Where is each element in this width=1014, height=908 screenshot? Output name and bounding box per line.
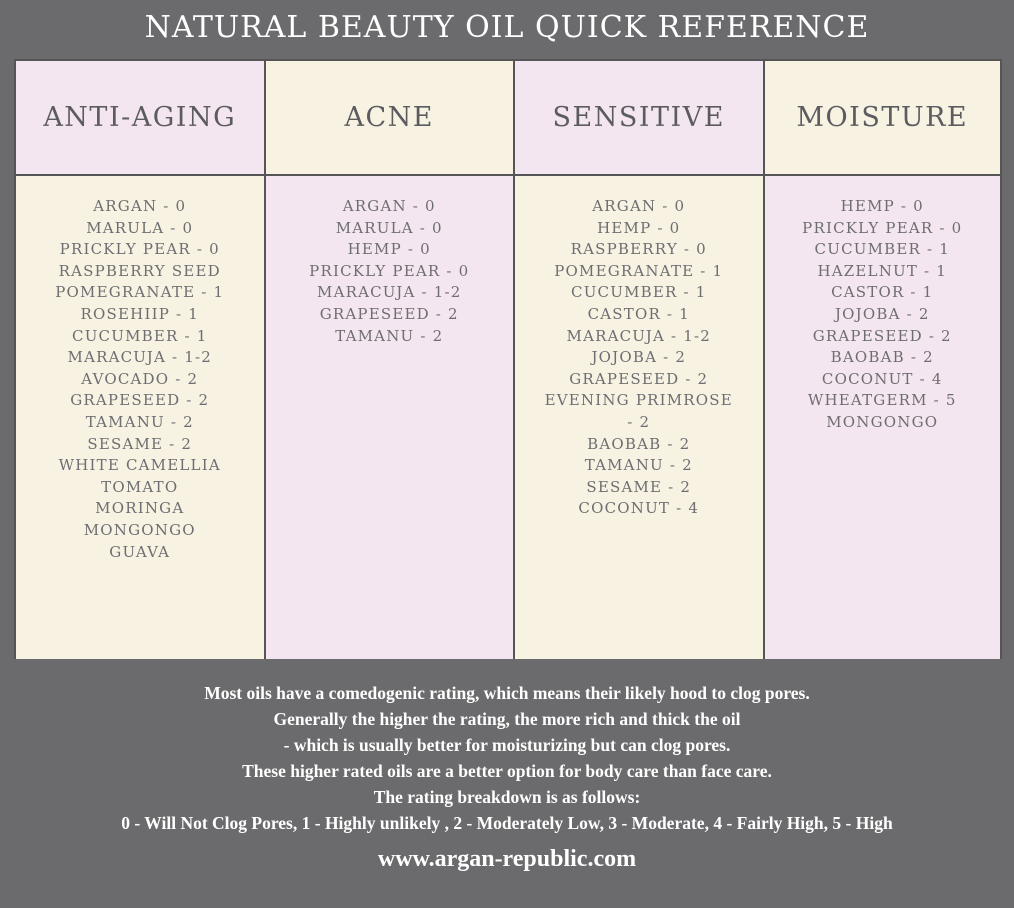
oil-item: POMEGRANATE - 1	[554, 261, 724, 280]
oil-item: ROSEHIIP - 1	[80, 304, 199, 323]
oil-item: PRICKLY PEAR - 0	[309, 261, 470, 280]
oil-item: CASTOR - 1	[831, 283, 934, 302]
oil-item: CUCUMBER - 1	[72, 326, 208, 345]
oil-item: HEMP - 0	[597, 218, 681, 237]
oil-item: TAMANU - 2	[85, 412, 194, 431]
footer-line: Generally the higher the rating, the more rich and thick the oil	[273, 709, 741, 729]
oil-item: GRAPESEED - 2	[812, 326, 952, 345]
column-anti-aging	[16, 61, 266, 659]
oil-item: ARGAN - 0	[592, 197, 686, 215]
footer	[0, 680, 1014, 873]
oil-item: POMEGRANATE - 1	[55, 283, 225, 302]
oil-item: ARGAN - 0	[342, 197, 436, 215]
oil-item: MONGONGO	[83, 520, 196, 539]
oil-item: WHITE CAMELLIA	[58, 456, 221, 475]
oil-table	[14, 59, 1002, 659]
column-heading: ANTI-AGING	[16, 61, 264, 176]
oil-list	[266, 176, 514, 659]
oil-item: GRAPESEED - 2	[569, 369, 709, 388]
oil-list	[16, 176, 264, 659]
oil-item: HEMP - 0	[347, 240, 431, 259]
column-acne	[266, 61, 516, 659]
column-heading: SENSITIVE	[515, 61, 763, 176]
oil-list	[765, 176, 1001, 659]
oil-item: MONGONGO	[826, 412, 939, 431]
oil-item: PRICKLY PEAR - 0	[59, 240, 220, 259]
oil-item: TAMANU - 2	[335, 326, 444, 345]
footer-line: Most oils have a comedogenic rating, which means their likely hood to clog pores.	[204, 683, 810, 703]
oil-item: TOMATO	[101, 477, 179, 496]
website-url: www.argan-republic.com	[377, 846, 637, 872]
oil-item: GUAVA	[109, 542, 171, 561]
footer-line: These higher rated oils are a better option for body care than face care.	[242, 761, 772, 781]
column-heading: ACNE	[266, 61, 514, 176]
oil-item: MORINGA	[95, 499, 185, 518]
column-sensitive	[515, 61, 765, 659]
rating-scale: 0 - Will Not Clog Pores, 1 - Highly unlikely , 2 - Moderately Low, 3 - Moderate, 4 - Fairly High, 5 - High	[121, 813, 893, 833]
footer-line: The rating breakdown is as follows:	[373, 787, 641, 807]
oil-item: HAZELNUT - 1	[817, 261, 948, 280]
oil-item: HEMP - 0	[840, 197, 924, 215]
oil-item: CASTOR - 1	[587, 304, 690, 323]
oil-item: ARGAN - 0	[93, 197, 187, 215]
oil-item: EVENING PRIMROSE	[544, 391, 733, 410]
oil-item: MARACUJA - 1-2	[566, 326, 711, 345]
oil-item: TAMANU - 2	[584, 456, 693, 475]
oil-item: BAOBAB - 2	[587, 434, 691, 453]
oil-list	[515, 176, 763, 659]
oil-item: COCONUT - 4	[821, 369, 943, 388]
oil-item: MARULA - 0	[335, 218, 443, 237]
oil-item: CUCUMBER - 1	[814, 240, 950, 259]
oil-item: GRAPESEED - 2	[319, 304, 459, 323]
oil-item: RASPBERRY SEED	[58, 261, 221, 280]
oil-item: WHEATGERM - 5	[807, 391, 957, 410]
oil-item: GRAPESEED - 2	[70, 391, 210, 410]
oil-item: CUCUMBER - 1	[571, 283, 707, 302]
oil-item: RASPBERRY - 0	[570, 240, 707, 259]
oil-item: BAOBAB - 2	[830, 348, 934, 367]
oil-item: SESAME - 2	[586, 477, 692, 496]
oil-item: PRICKLY PEAR - 0	[802, 218, 963, 237]
page-title: NATURAL BEAUTY OIL QUICK REFERENCE	[144, 10, 870, 45]
oil-item: AVOCADO - 2	[81, 369, 199, 388]
oil-item: MARACUJA - 1-2	[317, 283, 462, 302]
oil-item: MARULA - 0	[86, 218, 194, 237]
oil-item: MARACUJA - 1-2	[67, 348, 212, 367]
footer-line: - which is usually better for moisturizing but can clog pores.	[283, 735, 731, 755]
oil-item: JOJOBA - 2	[834, 304, 930, 323]
oil-item: COCONUT - 4	[578, 499, 700, 518]
column-moisture	[765, 61, 1003, 659]
oil-item: JOJOBA - 2	[591, 348, 687, 367]
column-heading: MOISTURE	[765, 61, 1001, 176]
oil-item: SESAME - 2	[87, 434, 193, 453]
oil-item: - 2	[627, 412, 651, 431]
